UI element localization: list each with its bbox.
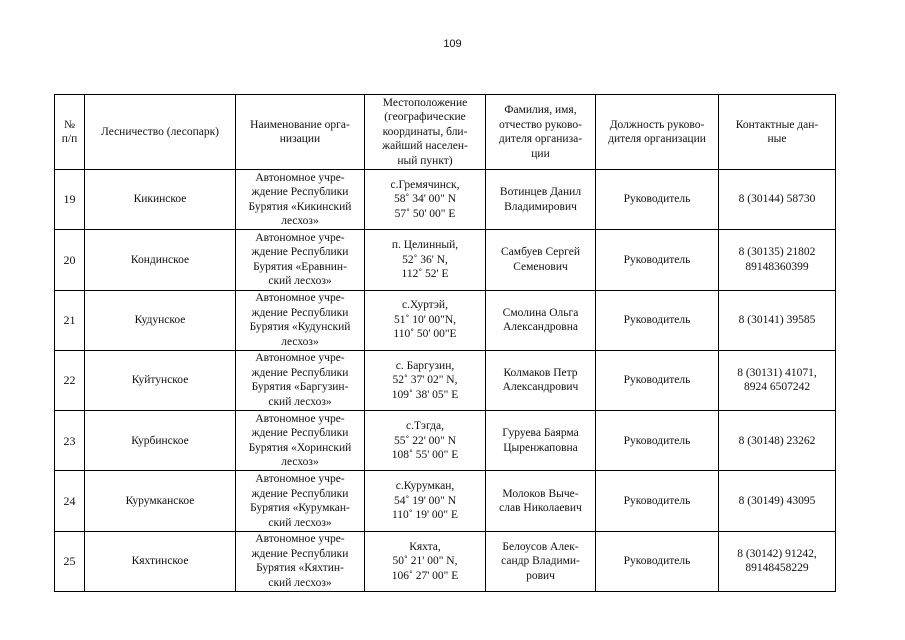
- cell-line: Смолина Ольга: [502, 306, 579, 319]
- cell-line: Курбинское: [131, 434, 189, 447]
- cell-line: Контактные дан-: [735, 118, 819, 131]
- cell-line: 108˚ 55' 00" E: [391, 449, 459, 462]
- cell-line: с. Баргузин,: [395, 359, 455, 372]
- cell-line: 25: [63, 554, 76, 569]
- cell-contacts: [719, 471, 836, 531]
- cell-line: (географические: [384, 111, 466, 124]
- cell-line: Александрович: [502, 381, 579, 394]
- cell-contacts: [719, 290, 836, 350]
- cell-line: 8924 6507242: [743, 381, 811, 394]
- cell-contacts: [719, 350, 836, 410]
- cell-line: 109˚ 38' 05" E: [391, 388, 459, 401]
- cell-line: 50˚ 21' 00" N,: [392, 555, 458, 568]
- cell-manager-name: [486, 170, 596, 230]
- cell-line: Колмаков Петр: [503, 366, 578, 379]
- table-row: [55, 471, 836, 531]
- header-position: [596, 95, 719, 170]
- cell-line: Руководитель: [623, 434, 691, 447]
- cell-number: [55, 411, 85, 471]
- cell-forestry: [85, 471, 236, 531]
- cell-line: 55˚ 22' 00" N: [393, 434, 457, 447]
- cell-line: п/п: [61, 133, 78, 145]
- cell-line: 20: [63, 252, 76, 267]
- cell-line: 22: [63, 373, 76, 388]
- forestry-table: [54, 94, 836, 592]
- header-contacts: [719, 95, 836, 170]
- cell-line: 19: [63, 192, 76, 207]
- cell-contacts: [719, 230, 836, 290]
- cell-line: 8 (30142) 91242,: [737, 547, 817, 560]
- cell-forestry: [85, 411, 236, 471]
- cell-line: Куйтунское: [131, 374, 189, 387]
- cell-number: [55, 290, 85, 350]
- cell-line: отчество руково-: [499, 118, 582, 131]
- cell-line: Автономное учре-: [255, 231, 345, 244]
- cell-organization: [236, 170, 365, 230]
- cell-line: Семенович: [513, 260, 568, 273]
- cell-line: Бурятия «Хоринский: [248, 441, 352, 454]
- cell-line: Цыренжаповна: [503, 441, 578, 454]
- cell-line: Лесничество (лесопарк): [100, 125, 220, 138]
- cell-line: №: [64, 118, 75, 131]
- cell-line: Автономное учре-: [255, 473, 345, 486]
- cell-line: Кондинское: [130, 253, 190, 266]
- cell-line: ции: [531, 147, 550, 160]
- cell-line: Бурятия «Кикинский: [248, 200, 352, 213]
- cell-position: [596, 230, 719, 290]
- cell-number: [55, 230, 85, 290]
- cell-line: 23: [63, 433, 76, 448]
- cell-line: п. Целинный,: [391, 239, 459, 252]
- cell-line: ждение Республики: [251, 547, 349, 560]
- table-row: [55, 531, 836, 591]
- cell-line: 110˚ 19' 00" E: [391, 509, 459, 522]
- cell-line: жайший населен-: [382, 140, 468, 153]
- cell-line: 8 (30141) 39585: [738, 313, 816, 326]
- cell-manager-name: [486, 290, 596, 350]
- cell-line: лесхоз»: [281, 335, 319, 348]
- cell-line: 89148458229: [745, 562, 809, 575]
- cell-line: Руководитель: [623, 193, 691, 206]
- header-location: [365, 95, 486, 170]
- cell-forestry: [85, 230, 236, 290]
- cell-line: низации: [279, 133, 321, 145]
- cell-line: Гуруева Баярма: [502, 427, 579, 440]
- cell-line: 106˚ 27' 00" E: [391, 569, 459, 582]
- cell-line: 8 (30144) 58730: [738, 193, 816, 206]
- cell-number: [55, 170, 85, 230]
- cell-line: с.Тэгда,: [406, 420, 444, 433]
- cell-contacts: [719, 531, 836, 591]
- cell-line: Руководитель: [623, 555, 691, 568]
- cell-line: Автономное учре-: [255, 171, 345, 184]
- cell-line: ский лесхоз»: [268, 516, 332, 529]
- cell-line: Кикинское: [133, 193, 187, 206]
- cell-organization: [236, 230, 365, 290]
- header-forestry: [85, 95, 236, 170]
- cell-manager-name: [486, 531, 596, 591]
- cell-organization: [236, 411, 365, 471]
- cell-organization: [236, 471, 365, 531]
- cell-line: Автономное учре-: [255, 533, 345, 546]
- cell-number: [55, 471, 85, 531]
- cell-forestry: [85, 170, 236, 230]
- cell-line: ные: [767, 133, 787, 145]
- cell-line: Самбуев Сергей: [501, 246, 580, 259]
- cell-line: слав Николаевич: [499, 502, 582, 515]
- cell-line: Автономное учре-: [255, 352, 345, 365]
- cell-forestry: [85, 531, 236, 591]
- cell-line: 8 (30135) 21802: [738, 246, 816, 259]
- cell-line: 110˚ 50' 00"E: [393, 328, 457, 341]
- cell-position: [596, 170, 719, 230]
- cell-organization: [236, 290, 365, 350]
- cell-line: Кяхта,: [409, 540, 441, 553]
- cell-manager-name: [486, 230, 596, 290]
- cell-line: 89148360399: [745, 260, 809, 273]
- header-organization: [236, 95, 365, 170]
- cell-line: 57˚ 50' 00" E: [394, 207, 456, 220]
- cell-number: [55, 350, 85, 410]
- table-body: [55, 170, 836, 592]
- cell-line: Вотинцев Данил: [499, 186, 582, 199]
- cell-line: с.Гремячинск,: [390, 178, 460, 191]
- cell-position: [596, 471, 719, 531]
- cell-line: ждение Республики: [251, 246, 349, 259]
- cell-line: Бурятия «Курумкан-: [250, 502, 350, 515]
- cell-number: [55, 531, 85, 591]
- cell-manager-name: [486, 411, 596, 471]
- cell-line: ждение Республики: [251, 306, 349, 319]
- cell-location: [365, 290, 486, 350]
- cell-line: Александровна: [503, 321, 578, 334]
- cell-line: 52˚ 37' 02" N,: [392, 374, 458, 387]
- cell-line: Кудунское: [134, 313, 186, 326]
- cell-forestry: [85, 350, 236, 410]
- cell-forestry: [85, 290, 236, 350]
- cell-line: дителя организации: [608, 133, 706, 145]
- cell-line: лесхоз»: [281, 456, 319, 469]
- cell-line: 51˚ 10' 00"N,: [393, 313, 457, 326]
- cell-line: с.Курумкан,: [395, 480, 455, 493]
- header-number: [55, 95, 85, 170]
- cell-location: [365, 411, 486, 471]
- cell-manager-name: [486, 471, 596, 531]
- cell-organization: [236, 350, 365, 410]
- cell-line: Бурятия «Кяхтин-: [256, 562, 344, 575]
- cell-line: Бурятия «Еравнин-: [253, 260, 347, 273]
- cell-line: ский лесхоз»: [268, 275, 332, 288]
- cell-position: [596, 290, 719, 350]
- cell-line: Руководитель: [623, 374, 691, 387]
- page-number: 109: [443, 38, 462, 50]
- cell-line: 24: [63, 493, 76, 508]
- cell-line: Руководитель: [623, 253, 691, 266]
- table-row: [55, 350, 836, 410]
- cell-organization: [236, 531, 365, 591]
- cell-line: Должность руково-: [609, 118, 705, 131]
- cell-line: ждение Республики: [251, 427, 349, 440]
- cell-line: 8 (30131) 41071,: [737, 366, 817, 379]
- header-manager-name: [486, 95, 596, 170]
- cell-line: Владимирович: [504, 200, 577, 213]
- cell-line: Молоков Выче-: [502, 487, 579, 500]
- cell-line: ский лесхоз»: [268, 576, 332, 589]
- cell-line: Наименование орга-: [250, 118, 350, 131]
- cell-line: 112˚ 52' E: [401, 268, 449, 281]
- cell-line: сандр Владими-: [501, 555, 580, 568]
- cell-line: лесхоз»: [281, 215, 319, 228]
- cell-contacts: [719, 170, 836, 230]
- table-row: [55, 290, 836, 350]
- cell-location: [365, 531, 486, 591]
- cell-line: Автономное учре-: [255, 292, 345, 305]
- cell-line: дителя организа-: [498, 133, 583, 145]
- cell-line: Автономное учре-: [255, 412, 345, 425]
- cell-line: Бурятия «Кудунский: [249, 321, 351, 334]
- cell-line: Руководитель: [623, 494, 691, 507]
- cell-line: 54˚ 19' 00" N: [393, 494, 457, 507]
- cell-line: рович: [526, 569, 555, 582]
- table-row: [55, 230, 836, 290]
- cell-line: 21: [63, 312, 76, 327]
- table-header: [55, 95, 836, 170]
- cell-position: [596, 350, 719, 410]
- table-row: [55, 411, 836, 471]
- cell-line: 52˚ 36' N,: [402, 253, 448, 266]
- cell-line: Руководитель: [623, 313, 691, 326]
- cell-line: Курумканское: [125, 494, 195, 507]
- table-row: [55, 170, 836, 230]
- cell-line: ждение Республики: [251, 487, 349, 500]
- cell-line: 8 (30149) 43095: [738, 494, 816, 507]
- cell-line: ждение Республики: [251, 366, 349, 379]
- cell-line: ский лесхоз»: [268, 395, 332, 408]
- cell-line: Белоусов Алек-: [502, 540, 579, 553]
- cell-line: Местоположение: [382, 96, 468, 109]
- cell-contacts: [719, 411, 836, 471]
- cell-location: [365, 170, 486, 230]
- header-row: [55, 95, 836, 170]
- cell-line: Бурятия «Баргузин-: [251, 381, 349, 394]
- cell-location: [365, 471, 486, 531]
- cell-location: [365, 350, 486, 410]
- cell-location: [365, 230, 486, 290]
- cell-line: координаты, бли-: [382, 125, 468, 138]
- cell-position: [596, 531, 719, 591]
- cell-line: 58˚ 34' 00" N: [393, 193, 457, 206]
- cell-line: ждение Республики: [251, 186, 349, 199]
- cell-line: Фамилия, имя,: [504, 104, 577, 116]
- cell-position: [596, 411, 719, 471]
- cell-manager-name: [486, 350, 596, 410]
- cell-line: Кяхтинское: [131, 555, 189, 568]
- cell-line: 8 (30148) 23262: [738, 434, 816, 447]
- cell-line: с.Хуртэй,: [402, 299, 448, 312]
- cell-line: ный пункт): [397, 154, 453, 167]
